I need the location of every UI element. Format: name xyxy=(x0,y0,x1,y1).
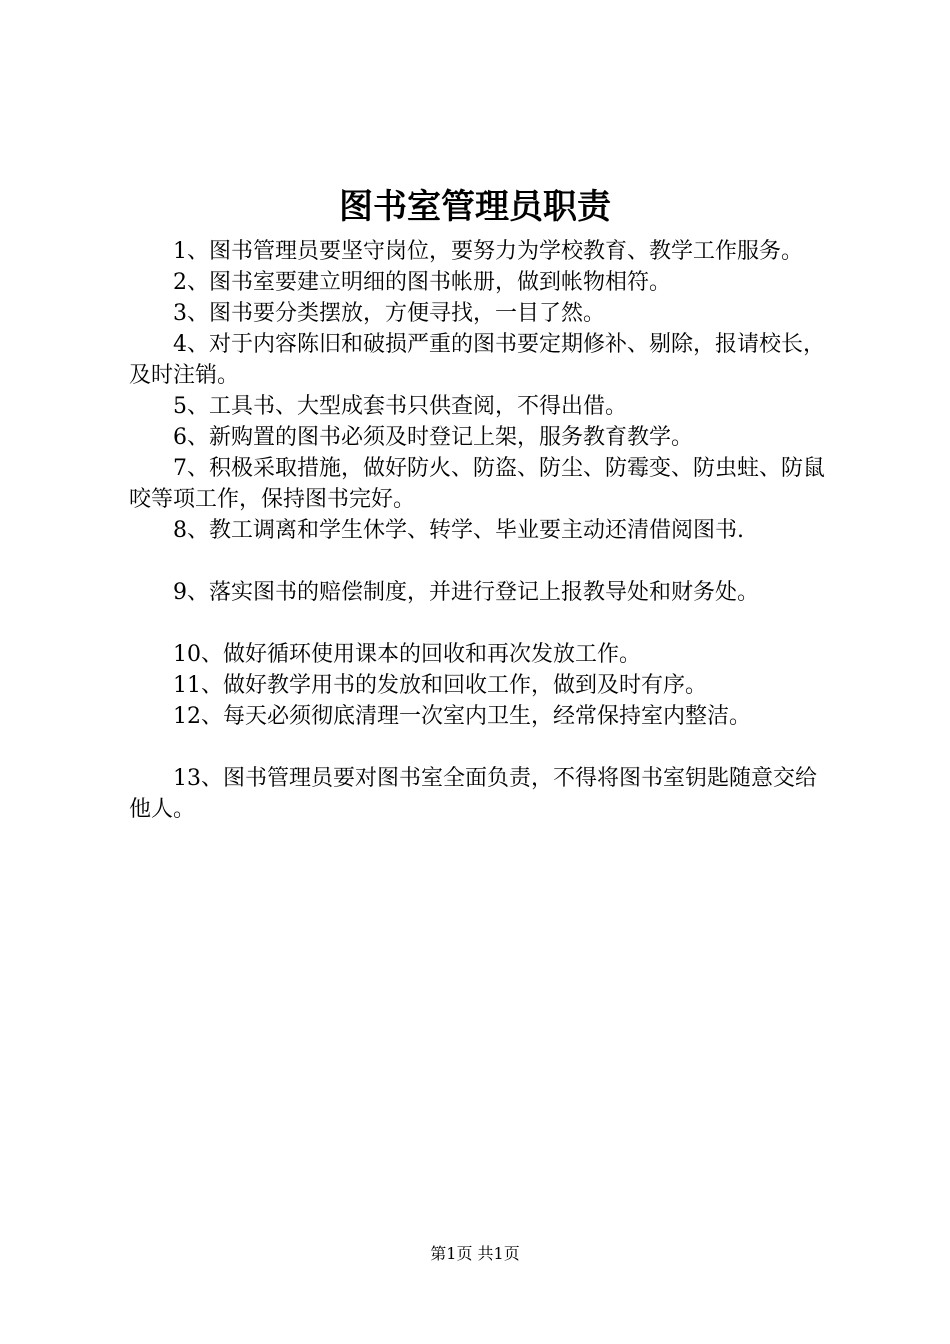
duty-item-2: 2、图书室要建立明细的图书帐册，做到帐物相符。 xyxy=(173,270,671,295)
duty-item-8: 8、教工调离和学生休学、转学、毕业要主动还清借阅图书. xyxy=(173,518,744,543)
duty-item-11: 11、做好教学用书的发放和回收工作，做到及时有序。 xyxy=(173,673,707,698)
paragraph-gap xyxy=(129,546,834,577)
page-footer: 第1页 共1页 xyxy=(430,1244,520,1263)
duty-item-1: 1、图书管理员要坚守岗位，要努力为学校教育、教学工作服务。 xyxy=(173,239,803,264)
duty-item-10: 10、做好循环使用课本的回收和再次发放工作。 xyxy=(173,642,641,667)
paragraph-gap xyxy=(129,732,834,763)
duty-item-5: 5、工具书、大型成套书只供查阅，不得出借。 xyxy=(173,394,627,419)
document-body xyxy=(129,236,834,825)
document-title: 图书室管理员职责 xyxy=(339,187,611,227)
duty-item-9: 9、落实图书的赔偿制度，并进行登记上报教导处和财务处。 xyxy=(173,580,759,605)
duty-item-4: 4、对于内容陈旧和破损严重的图书要定期修补、剔除，报请校长，及时注销。 xyxy=(129,332,825,388)
duty-item-6: 6、新购置的图书必须及时登记上架，服务教育教学。 xyxy=(173,425,693,450)
paragraph-gap xyxy=(129,608,834,639)
duty-item-13: 13、图书管理员要对图书室全面负责，不得将图书室钥匙随意交给他人。 xyxy=(129,766,817,822)
duty-item-7: 7、积极采取措施，做好防火、防盗、防尘、防霉变、防虫蛀、防鼠咬等项工作，保持图书完好。 xyxy=(129,456,825,512)
duty-item-3: 3、图书要分类摆放，方便寻找，一目了然。 xyxy=(173,301,605,326)
duty-item-12: 12、每天必须彻底清理一次室内卫生，经常保持室内整洁。 xyxy=(173,704,751,729)
